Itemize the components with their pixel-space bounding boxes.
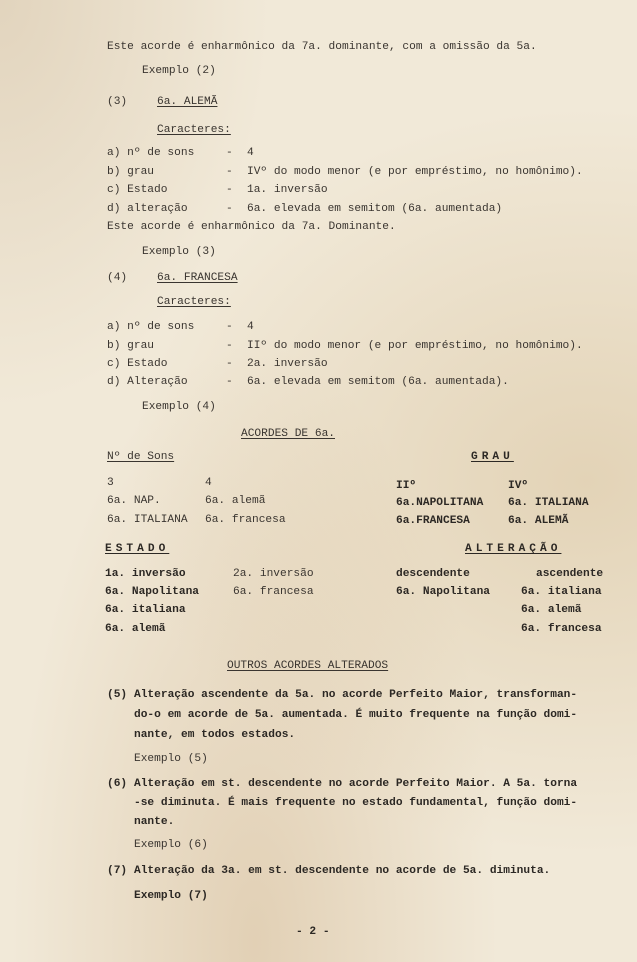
item-key: d) alteração xyxy=(107,203,188,215)
grau-cell: IVº xyxy=(508,480,529,492)
item-value: 2a. inversão xyxy=(247,358,328,370)
item-dash: - xyxy=(226,184,233,196)
estado-cell: 2a. inversão xyxy=(233,568,314,580)
item-dash: - xyxy=(226,166,233,178)
alteracao-cell: descendente xyxy=(396,568,470,580)
paragraph-line: -se diminuta. É mais frequente no estado fundamental, função domi- xyxy=(134,797,578,809)
item-dash: - xyxy=(226,147,233,159)
item-dash: - xyxy=(226,321,233,333)
item-key: b) grau xyxy=(107,166,154,178)
page-number: - 2 - xyxy=(296,926,330,938)
item-key: a) nº de sons xyxy=(107,321,195,333)
grau-cell: 6a. ITALIANA xyxy=(508,497,589,509)
estado-heading: ESTADO xyxy=(105,543,170,555)
alteracao-cell: ascendente xyxy=(536,568,604,580)
alteracao-heading: ALTERAÇÃO xyxy=(465,543,562,555)
item-key: d) Alteração xyxy=(107,376,188,388)
nsons-cell: 6a. alemã xyxy=(205,495,266,507)
nsons-cell: 6a. francesa xyxy=(205,514,286,526)
item-dash: - xyxy=(226,376,233,388)
example-label: Exemplo (6) xyxy=(134,839,208,851)
paragraph-line: Alteração em st. descendente no acorde Perfeito Maior. A 5a. torna xyxy=(134,778,578,790)
table-title: ACORDES DE 6a. xyxy=(241,428,335,440)
item-number: (5) xyxy=(107,689,128,701)
item-value: IVº do modo menor (e por empréstimo, no homônimo). xyxy=(247,166,583,178)
paragraph-line: do-o em acorde de 5a. aumentada. É muito frequente na função domi- xyxy=(134,709,578,721)
section-title: 6a. ALEMÃ xyxy=(157,96,218,108)
estado-cell: 1a. inversão xyxy=(105,568,186,580)
item-number: (6) xyxy=(107,778,128,790)
grau-cell: IIº xyxy=(396,480,417,492)
section-number: (3) xyxy=(107,96,128,108)
example-label: Exemplo (4) xyxy=(142,401,216,413)
nsons-heading: Nº de Sons xyxy=(107,451,175,463)
item-key: c) Estado xyxy=(107,358,168,370)
item-number: (7) xyxy=(107,865,128,877)
item-dash: - xyxy=(226,340,233,352)
grau-cell: 6a. ALEMÃ xyxy=(508,515,569,527)
item-value: IIº do modo menor (e por empréstimo, no homônimo). xyxy=(247,340,583,352)
example-label: Exemplo (3) xyxy=(142,246,216,258)
subheading: Caracteres: xyxy=(157,124,231,136)
paragraph-line: Alteração da 3a. em st. descendente no acorde de 5a. diminuta. xyxy=(134,865,551,877)
item-key: b) grau xyxy=(107,340,154,352)
text-line: Este acorde é enharmônico da 7a. Dominante. xyxy=(107,221,396,233)
paragraph-line: Alteração ascendente da 5a. no acorde Perfeito Maior, transforman- xyxy=(134,689,578,701)
section-title: OUTROS ACORDES ALTERADOS xyxy=(227,660,389,672)
item-value: 6a. elevada em semitom (6a. aumentada). xyxy=(247,376,509,388)
item-key: c) Estado xyxy=(107,184,168,196)
text-line: Este acorde é enharmônico da 7a. dominante, com a omissão da 5a. xyxy=(107,41,537,53)
paragraph-line: nante, em todos estados. xyxy=(134,729,296,741)
item-value: 4 xyxy=(247,147,254,159)
estado-cell: 6a. Napolitana xyxy=(105,586,199,598)
alteracao-cell: 6a. Napolitana xyxy=(396,586,490,598)
item-dash: - xyxy=(226,358,233,370)
example-label: Exemplo (5) xyxy=(134,753,208,765)
item-dash: - xyxy=(226,203,233,215)
nsons-cell: 3 xyxy=(107,477,114,489)
estado-cell: 6a. francesa xyxy=(233,586,314,598)
nsons-cell: 4 xyxy=(205,477,212,489)
grau-cell: 6a.NAPOLITANA xyxy=(396,497,484,509)
section-title: 6a. FRANCESA xyxy=(157,272,238,284)
nsons-cell: 6a. ITALIANA xyxy=(107,514,188,526)
item-key: a) nº de sons xyxy=(107,147,195,159)
alteracao-cell: 6a. italiana xyxy=(521,586,602,598)
section-number: (4) xyxy=(107,272,128,284)
example-label: Exemplo (7) xyxy=(134,890,208,902)
example-label: Exemplo (2) xyxy=(142,65,216,77)
alteracao-cell: 6a. alemã xyxy=(521,604,582,616)
estado-cell: 6a. italiana xyxy=(105,604,186,616)
nsons-cell: 6a. NAP. xyxy=(107,495,161,507)
alteracao-cell: 6a. francesa xyxy=(521,623,602,635)
grau-cell: 6a.FRANCESA xyxy=(396,515,470,527)
item-value: 4 xyxy=(247,321,254,333)
paragraph-line: nante. xyxy=(134,816,175,828)
estado-cell: 6a. alemã xyxy=(105,623,166,635)
subheading: Caracteres: xyxy=(157,296,231,308)
item-value: 1a. inversão xyxy=(247,184,328,196)
item-value: 6a. elevada em semitom (6a. aumentada) xyxy=(247,203,503,215)
grau-heading: GRAU xyxy=(471,451,514,463)
